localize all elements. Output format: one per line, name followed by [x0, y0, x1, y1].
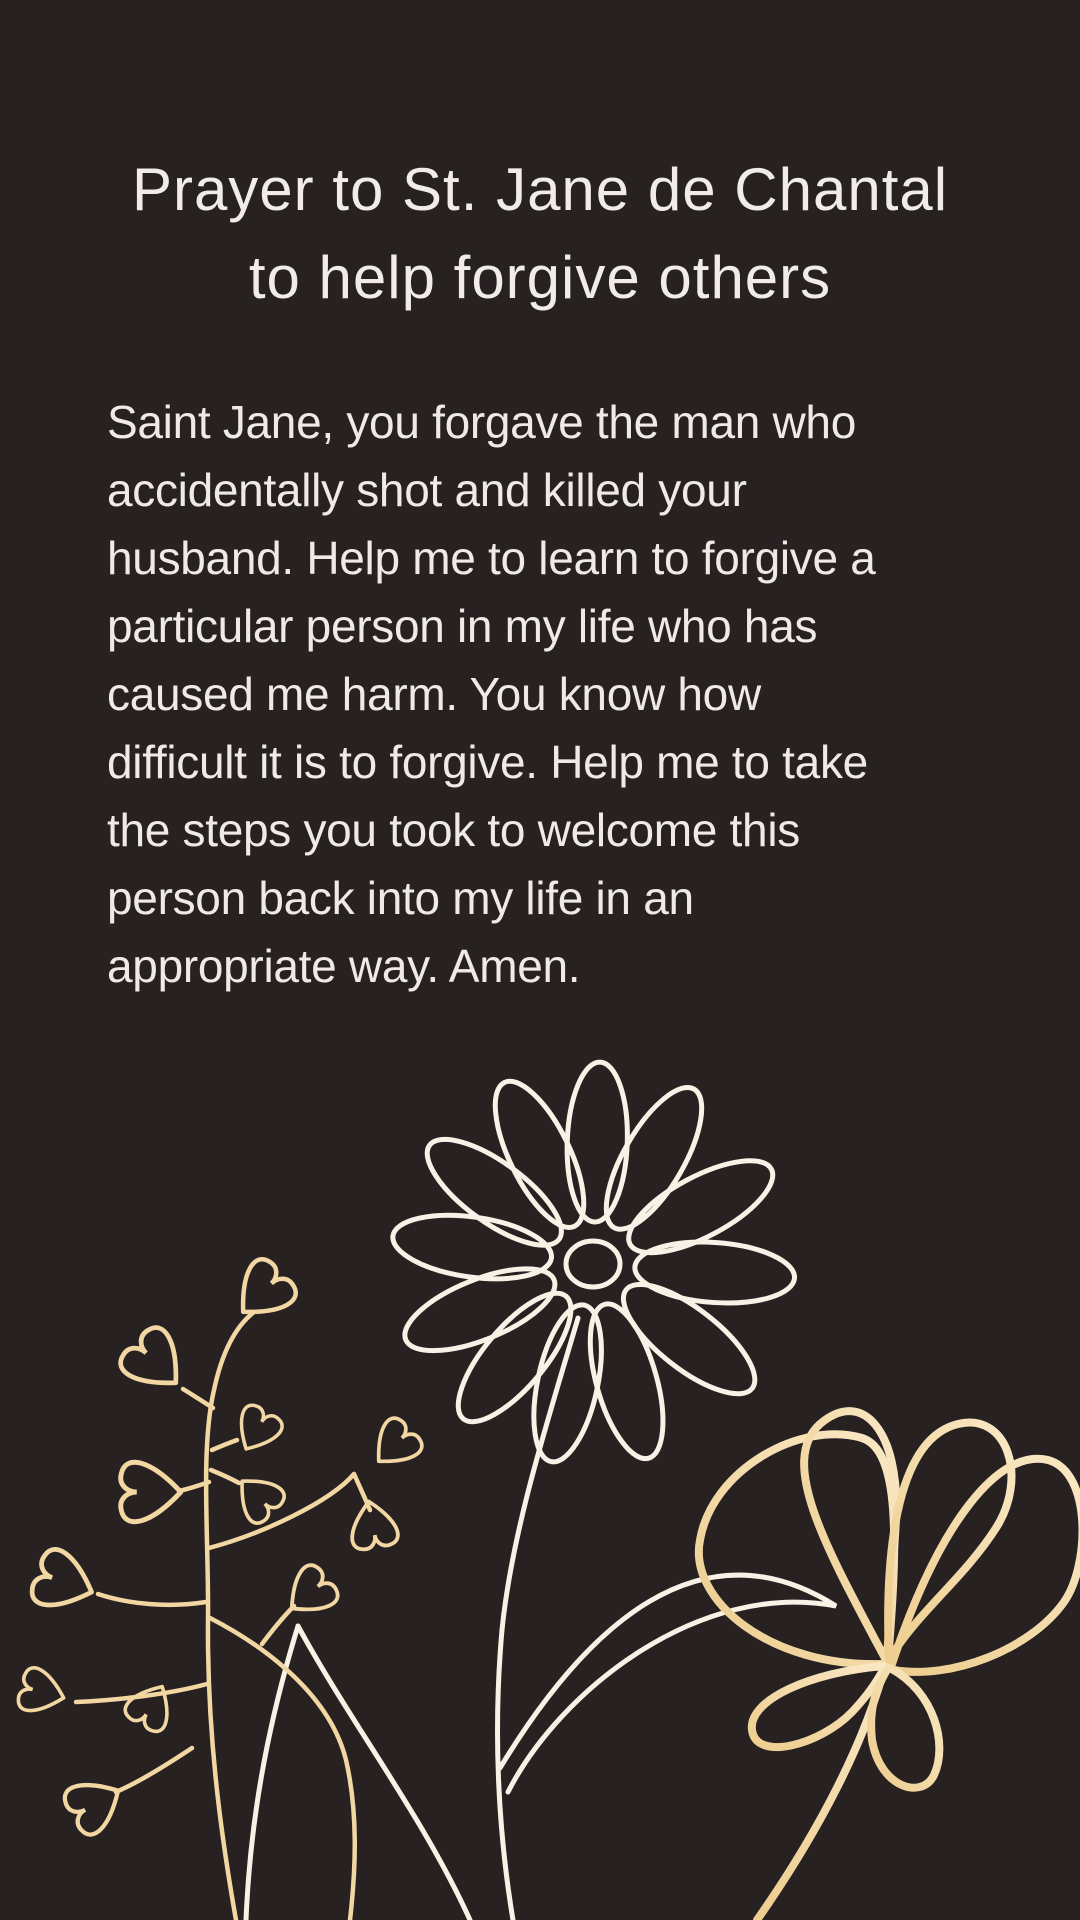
prayer-line: the steps you took to welcome this	[107, 804, 800, 856]
poster-title	[0, 146, 1080, 322]
title-line-2: to help forgive others	[248, 244, 832, 311]
gold-loop-flower-icon	[699, 1411, 1080, 1920]
prayer-line: caused me harm. You know how	[107, 668, 761, 720]
prayer-line: Saint Jane, you forgave the man who	[107, 396, 856, 448]
daisy-center	[566, 1241, 620, 1287]
heart-branch-icon	[16, 1254, 426, 1920]
prayer-line: difficult it is to forgive. Help me to take	[107, 736, 868, 788]
prayer-line: appropriate way. Amen.	[107, 940, 581, 992]
title-line-1: Prayer to St. Jane de Chantal	[131, 156, 949, 223]
prayer-line: accidentally shot and killed your	[107, 464, 747, 516]
prayer-text	[107, 388, 1027, 1000]
prayer-line: husband. Help me to learn to forgive a	[107, 532, 876, 584]
prayer-line: person back into my life in an	[107, 872, 694, 924]
prayer-line: particular person in my life who has	[107, 600, 818, 652]
